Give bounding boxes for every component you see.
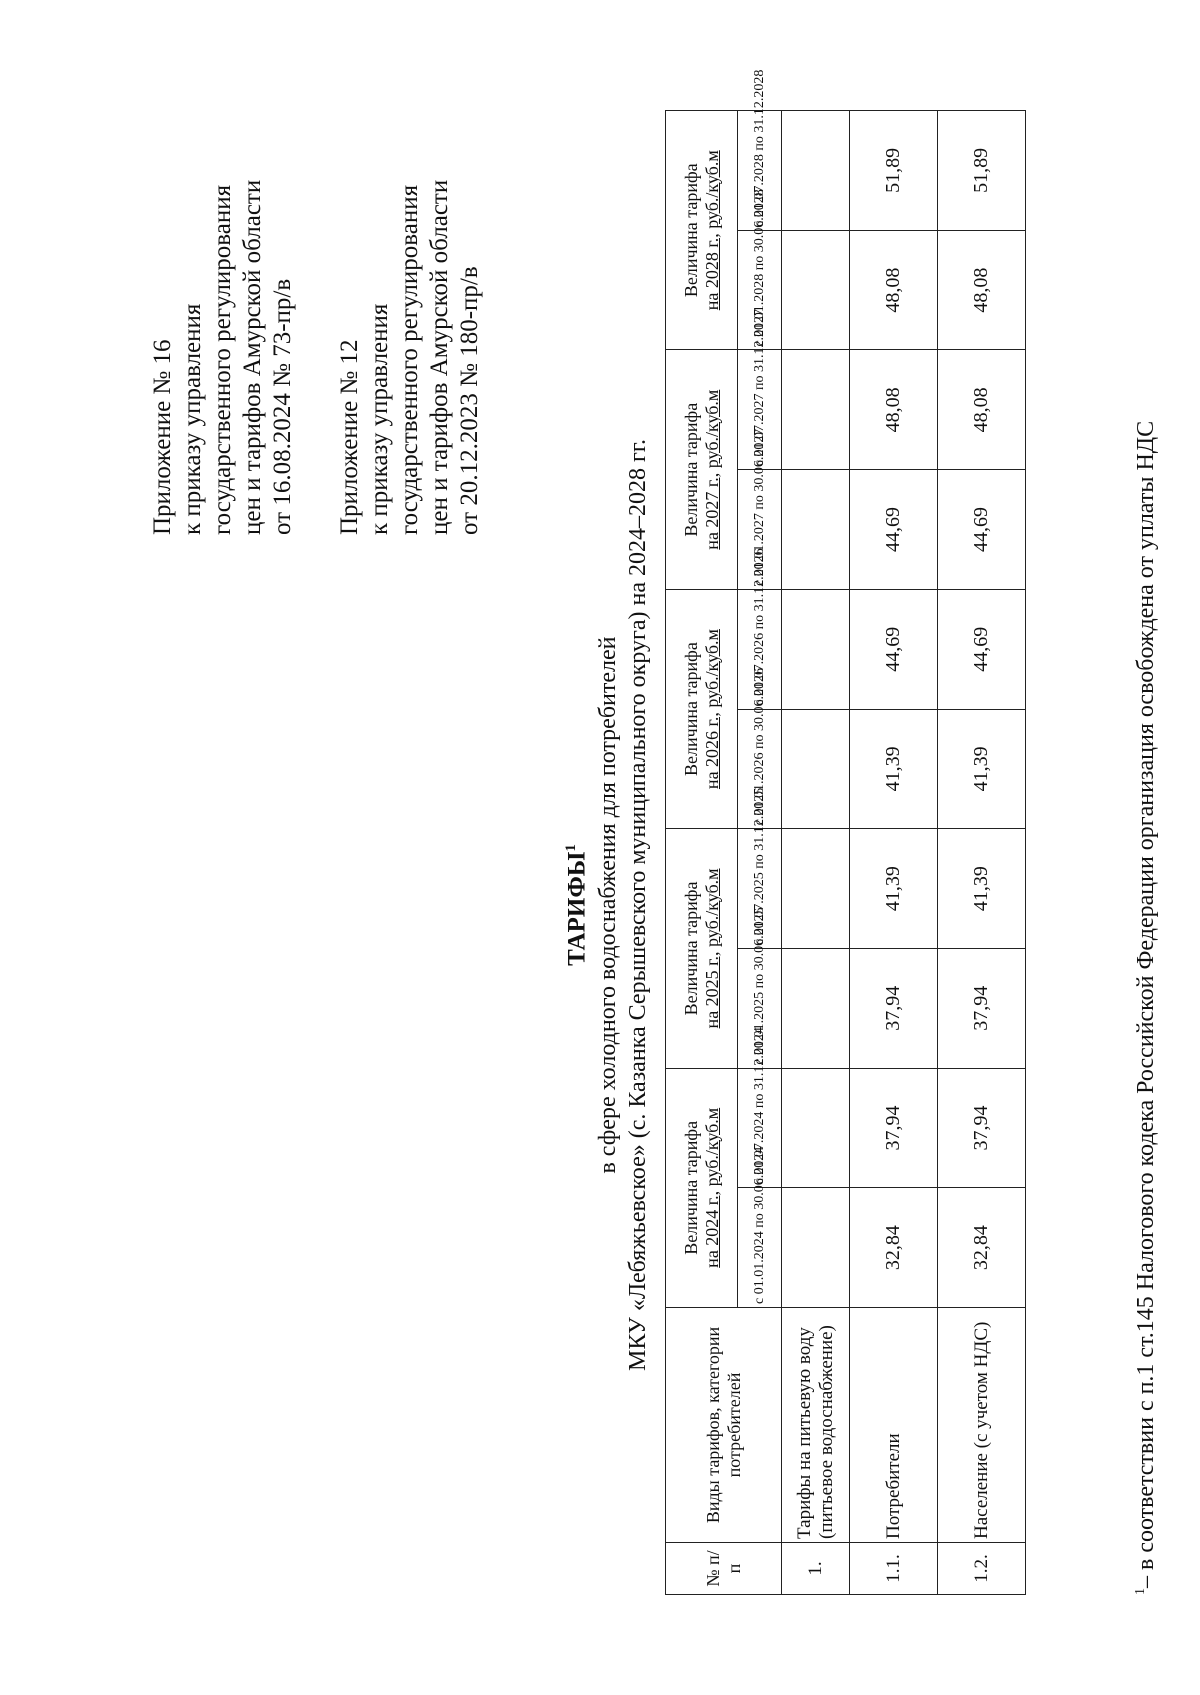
period-header: с 01.01.2027 по 30.06.2027 bbox=[738, 470, 782, 590]
row-number: 1.2. bbox=[938, 1543, 1026, 1595]
header-kind: Виды тарифов, категории потребителей bbox=[666, 1308, 782, 1543]
tariff-value bbox=[782, 589, 850, 709]
tariff-value: 44,69 bbox=[938, 470, 1026, 590]
tariff-value bbox=[782, 111, 850, 231]
title-footnote-marker: 1 bbox=[563, 844, 579, 852]
appendix-line: государственного регулирования bbox=[396, 184, 423, 535]
header-year-2028 bbox=[666, 111, 738, 351]
row-name: Население (с учетом НДС) bbox=[938, 1308, 1026, 1543]
tariff-value: 41,39 bbox=[938, 709, 1026, 829]
header-year-2026 bbox=[666, 589, 738, 828]
tariff-value: 32,84 bbox=[850, 1188, 938, 1308]
tariff-value: 37,94 bbox=[938, 948, 1026, 1068]
header-year-label: на 2026 г., bbox=[701, 712, 722, 790]
table-row bbox=[850, 111, 938, 1595]
tariff-table bbox=[665, 69, 1026, 1595]
header-prefix: Величина тарифа bbox=[680, 1120, 701, 1255]
tariff-value: 51,89 bbox=[850, 111, 938, 231]
tariff-value bbox=[782, 230, 850, 350]
period-header: с 01.07.2025 по 31.12.2025 bbox=[738, 829, 782, 949]
tariff-value: 44,69 bbox=[850, 470, 938, 590]
tariff-value bbox=[782, 829, 850, 949]
header-prefix: Величина тарифа bbox=[680, 881, 701, 1016]
header-unit: руб./куб.м bbox=[701, 389, 722, 469]
row-number: 1. bbox=[782, 1543, 850, 1595]
appendix-line: к приказу управления bbox=[179, 303, 206, 535]
tariff-value: 48,08 bbox=[938, 230, 1026, 350]
header-unit: руб./куб.м bbox=[701, 868, 722, 947]
row-name: Тарифы на питьевую воду (питьевое водоснабжение) bbox=[782, 1308, 850, 1543]
header-num: № п/п bbox=[666, 1543, 782, 1595]
table-row bbox=[782, 111, 850, 1595]
tariff-value bbox=[782, 709, 850, 829]
tariff-value: 48,08 bbox=[850, 230, 938, 350]
header-unit: руб./куб.м bbox=[701, 150, 722, 229]
appendix-12-header bbox=[335, 15, 485, 535]
tariff-value bbox=[782, 470, 850, 590]
appendix-line: от 20.12.2023 № 180-пр/в bbox=[456, 266, 483, 535]
tariff-value: 48,08 bbox=[850, 350, 938, 470]
period-header: с 01.01.2025 по 30.06.2025 bbox=[738, 948, 782, 1068]
footnote-text: – в соответствии с п.1 ст.145 Налогового кодека Российской Федерации организация освобождена от уплаты НДС bbox=[1133, 420, 1159, 1588]
header-prefix: Величина тарифа bbox=[680, 402, 701, 537]
title-subline: МКУ «Лебяжьевское» (с. Казанка Серышевского муниципального округа) на 2024–2028 гг. bbox=[625, 439, 652, 1371]
document-title-block bbox=[555, 205, 653, 1605]
tariff-value: 37,94 bbox=[938, 1068, 1026, 1188]
appendix-line: от 16.08.2024 № 73-пр/в bbox=[269, 278, 296, 535]
tariff-value: 41,39 bbox=[850, 709, 938, 829]
period-header: с 01.01.2026 по 30.06.2026 bbox=[738, 709, 782, 829]
appendix-line: Приложение № 16 bbox=[149, 339, 176, 535]
appendix-line: Приложение № 12 bbox=[336, 339, 363, 535]
header-year-2027 bbox=[666, 350, 738, 589]
tariff-value: 51,89 bbox=[938, 111, 1026, 231]
tariff-value bbox=[782, 948, 850, 1068]
tariff-value: 44,69 bbox=[850, 589, 938, 709]
table-header-row bbox=[666, 111, 738, 1595]
header-year-label: на 2025 г., bbox=[701, 951, 722, 1029]
header-year-label: на 2027 г., bbox=[701, 472, 722, 550]
header-year-2024 bbox=[666, 1068, 738, 1307]
tariff-value: 41,39 bbox=[938, 829, 1026, 949]
appendix-line: цен и тарифов Амурской области bbox=[426, 179, 453, 535]
period-header: с 01.07.2024 по 31.12.2024 bbox=[738, 1068, 782, 1188]
header-unit: руб./куб.м bbox=[701, 1107, 722, 1187]
tariff-value bbox=[782, 350, 850, 470]
title-subline: в сфере холодного водоснабжения для потребителей bbox=[595, 636, 622, 1174]
period-header: с 01.07.2027 по 31.12.2027 bbox=[738, 350, 782, 470]
tariff-value: 44,69 bbox=[938, 589, 1026, 709]
header-prefix: Величина тарифа bbox=[680, 642, 701, 776]
title-text: ТАРИФЫ bbox=[563, 851, 591, 966]
tariff-value bbox=[782, 1188, 850, 1308]
period-header: с 01.07.2028 по 31.12.2028 bbox=[738, 111, 782, 231]
header-unit: руб./куб.м bbox=[701, 629, 722, 708]
row-number: 1.1. bbox=[850, 1543, 938, 1595]
tariff-value: 48,08 bbox=[938, 350, 1026, 470]
tariff-value bbox=[782, 1068, 850, 1188]
header-year-label: на 2028 г., bbox=[701, 233, 722, 311]
document-title bbox=[555, 205, 593, 1605]
row-name: Потребители bbox=[850, 1308, 938, 1543]
footnote-marker: 1 bbox=[1133, 1588, 1148, 1595]
tariff-value: 37,94 bbox=[850, 948, 938, 1068]
tariff-value: 41,39 bbox=[850, 829, 938, 949]
period-header: с 01.07.2026 по 31.12.2026 bbox=[738, 589, 782, 709]
header-year-label: на 2024 г., bbox=[701, 1190, 722, 1268]
appendix-line: цен и тарифов Амурской области bbox=[239, 179, 266, 535]
tariff-value: 37,94 bbox=[850, 1068, 938, 1188]
footnote bbox=[1127, 105, 1160, 1595]
appendix-line: государственного регулирования bbox=[209, 184, 236, 535]
period-header: с 01.01.2028 по 30.06.2028 bbox=[738, 230, 782, 350]
header-year-2025 bbox=[666, 829, 738, 1068]
period-header: с 01.01.2024 по 30.06.2024 bbox=[738, 1188, 782, 1308]
table-row bbox=[938, 111, 1026, 1595]
tariff-value: 32,84 bbox=[938, 1188, 1026, 1308]
header-prefix: Величина тарифа bbox=[680, 163, 701, 298]
appendix-16-header bbox=[148, 15, 298, 535]
appendix-line: к приказу управления bbox=[366, 303, 393, 535]
